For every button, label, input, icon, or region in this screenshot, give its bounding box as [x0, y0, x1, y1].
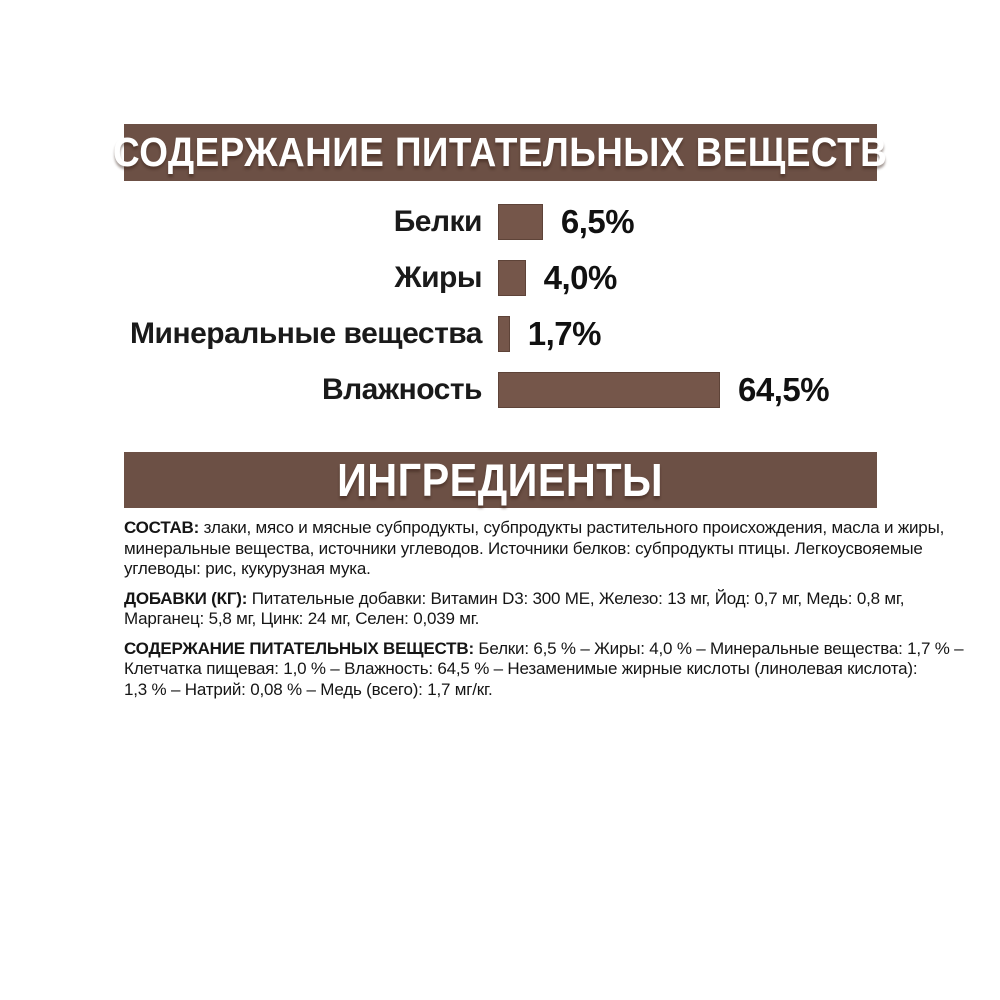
text-line — [124, 518, 944, 537]
chart-label: Жиры — [394, 261, 482, 294]
chart-bar — [498, 260, 526, 296]
ingredients-banner — [124, 452, 877, 508]
chart-value: 4,0% — [543, 259, 617, 296]
nutrition-banner-title: СОДЕРЖАНИЕ ПИТАТЕЛЬНЫХ ВЕЩЕСТВ — [113, 129, 888, 175]
analysis-paragraph — [124, 638, 964, 701]
text-line: минеральные вещества, источники углеводов. Источники белков: субпродукты птицы. Легкоусвояемые — [124, 538, 923, 558]
chart-row-fats — [124, 250, 994, 306]
additives-lead: ДОБАВКИ (КГ): — [124, 588, 248, 608]
analysis-lead: СОДЕРЖАНИЕ ПИТАТЕЛЬНЫХ ВЕЩЕСТВ: — [124, 638, 474, 658]
text-line-rest: Питательные добавки: Витамин D3: 300 МЕ, Железо: 13 мг, Йод: 0,7 мг, Медь: 0,8 мг, — [247, 588, 905, 608]
chart-row-proteins — [124, 194, 994, 250]
ingredients-text-block — [124, 518, 964, 709]
chart-value: 1,7% — [527, 315, 601, 352]
chart-value: 6,5% — [560, 203, 635, 240]
ingredients-banner-title: ИНГРЕДИЕНТЫ — [337, 454, 664, 506]
chart-label: Белки — [393, 205, 482, 238]
composition-paragraph — [124, 518, 945, 580]
chart-bar — [498, 204, 543, 240]
text-line: углеводы: рис, кукурузная мука. — [124, 559, 371, 578]
text-line: Клетчатка пищевая: 1,0 % – Влажность: 64,5 % – Незаменимые жирные кислоты (линолевая кислота): — [124, 659, 918, 678]
chart-bar — [498, 316, 510, 352]
text-line — [124, 639, 963, 658]
text-line-rest: злаки, мясо и мясные субпродукты, субпродукты растительного происхождения, масла и жиры, — [199, 518, 945, 537]
nutrition-content-banner — [113, 124, 888, 181]
chart-label: Минеральные вещества — [130, 317, 482, 350]
nutrient-bar-chart — [124, 194, 994, 418]
chart-row-moisture — [124, 362, 994, 418]
text-line: 1,3 % – Натрий: 0,08 % – Медь (всего): 1,7 мг/кг. — [124, 679, 493, 699]
chart-label: Влажность — [321, 373, 482, 406]
chart-value: 64,5% — [738, 371, 830, 408]
additives-paragraph — [124, 588, 905, 630]
chart-bar — [498, 372, 720, 408]
text-line: Марганец: 5,8 мг, Цинк: 24 мг, Селен: 0,039 мг. — [124, 609, 480, 628]
chart-row-minerals — [124, 306, 994, 362]
composition-lead: СОСТАВ: — [124, 518, 200, 537]
text-line-rest: Белки: 6,5 % – Жиры: 4,0 % – Минеральные вещества: 1,7 % – — [473, 638, 964, 658]
text-line — [124, 589, 904, 608]
